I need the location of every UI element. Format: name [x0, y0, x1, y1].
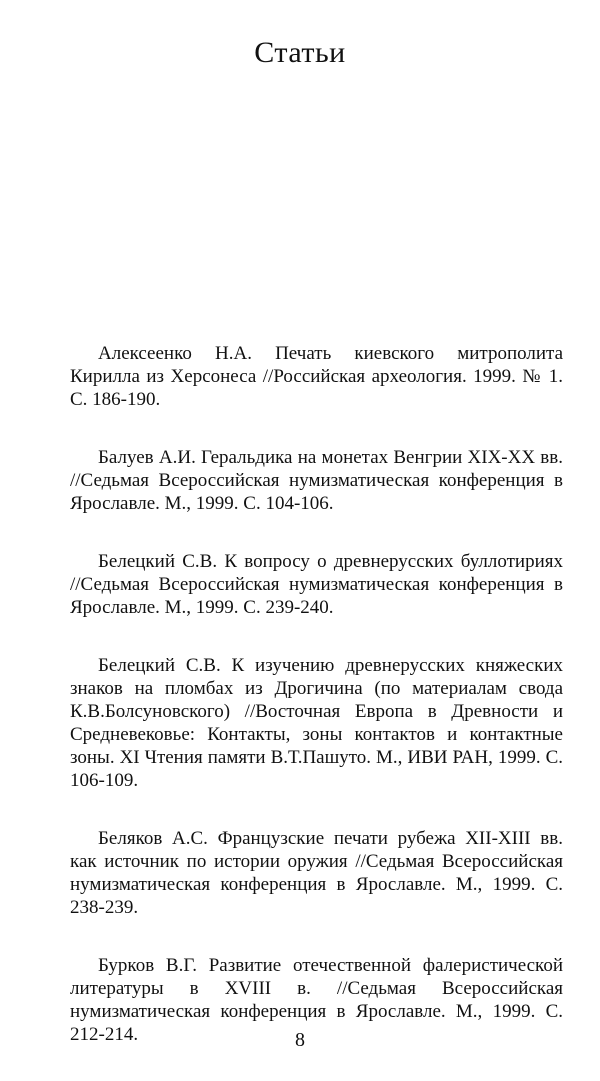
bibliography-list [70, 342, 563, 1081]
bibliography-entry: Беляков А.С. Французские печати рубежа XII-XIII вв. как источник по истории оружия //Седьмая Всероссийская нумизматическая конференция в Ярославле. М., 1999. С. 238-239. [70, 828, 563, 918]
bibliography-entry: Белецкий С.В. К вопросу о древнерусских буллотириях //Седьмая Всероссийская нумизматическая конференция в Ярославле. М., 1999. С. 239-240. [70, 551, 563, 618]
bibliography-entry: Балуев А.И. Геральдика на монетах Венгрии XIX-XX вв. //Седьмая Всероссийская нумизматическая конференция в Ярославле. М., 1999. С. 104-106. [70, 447, 563, 514]
page-number: 8 [295, 1029, 305, 1051]
page-title: Статьи [254, 36, 346, 69]
bibliography-entry: Белецкий С.В. К изучению древнерусских княжеских знаков на пломбах из Дрогичина (по материалам свода К.В.Болсуновского) //Восточная Европа в Древности и Средневековье: Контакты, зоны контактов и контактные зоны. XI Чтения памяти В.Т.Пашуто. М., ИВИ РАН, 1999. С. 106-109. [70, 655, 563, 791]
bibliography-entry: Бурков В.Г. Развитие отечественной фалеристической литературы в XVIII в. //Седьмая Всероссийская нумизматическая конференция в Ярославле. М., 1999. С. 212-214. [70, 955, 563, 1045]
bibliography-entry: Алексеенко Н.А. Печать киевского митрополита Кирилла из Херсонеса //Российская археология. 1999. № 1. С. 186-190. [70, 343, 563, 410]
